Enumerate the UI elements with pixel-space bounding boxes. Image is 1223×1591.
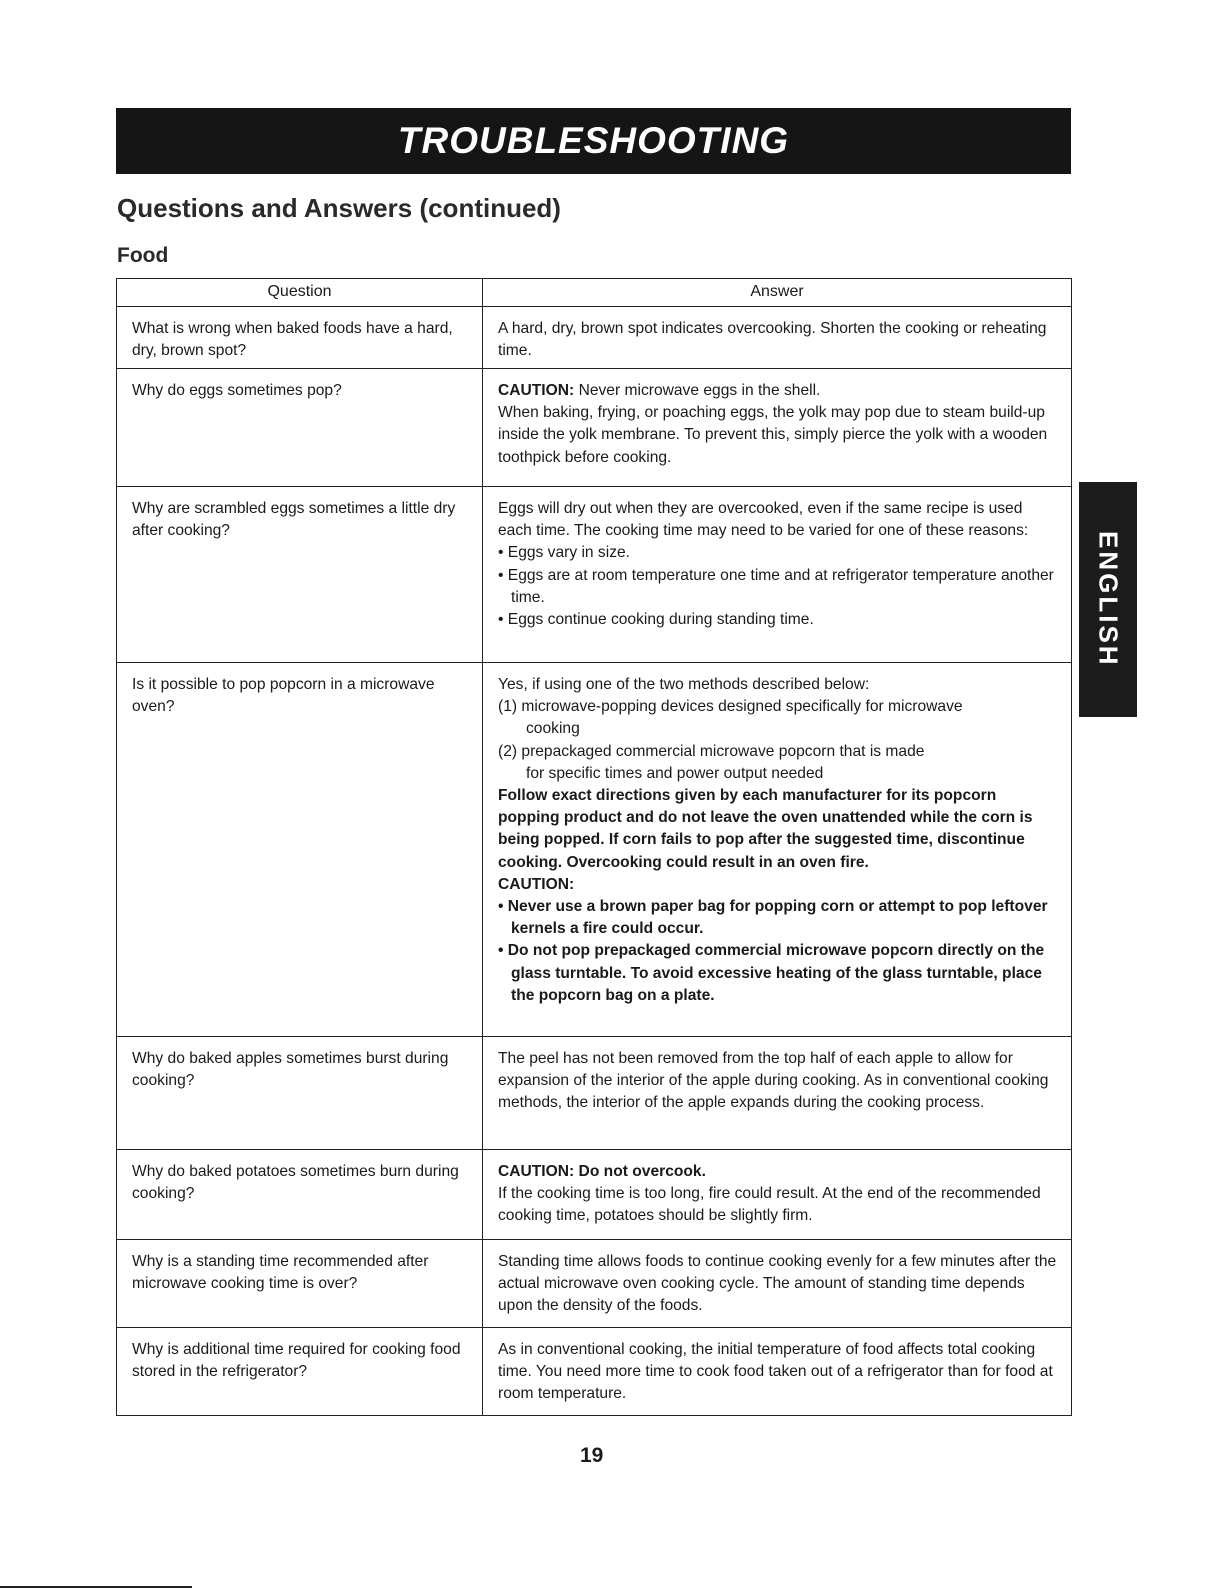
- qa-row: [117, 1328, 1072, 1416]
- answer-paragraph: Eggs will dry out when they are overcooked, even if the same recipe is used each time. The cooking time may need to be varied for one of these reasons:: [498, 500, 1029, 540]
- qa-row: [117, 1037, 1072, 1150]
- question-cell: Why do baked potatoes sometimes burn during cooking?: [117, 1150, 483, 1240]
- answer-paragraph: When baking, frying, or poaching eggs, the yolk may pop due to steam build-up inside the yolk membrane. To prevent this, simply pierce the yolk with a wooden toothpick before cooking.: [498, 404, 1048, 466]
- language-side-tab: [1079, 482, 1137, 717]
- qa-row: [117, 1240, 1072, 1328]
- answer-paragraph: Follow exact directions given by each manufacturer for its popcorn popping product and do not leave the oven unattended while the corn is being popped. If corn fails to pop after the suggested time, discontinue cooking. Overcooking could result in an oven fire.: [498, 787, 1033, 871]
- answer-cell: [483, 1240, 1072, 1328]
- answer-paragraph: • Eggs are at room temperature one time and at refrigerator temperature another time.: [498, 566, 1054, 606]
- answer-paragraph: If the cooking time is too long, fire could result. At the end of the recommended cooking time, potatoes should be slightly firm.: [498, 1185, 1041, 1225]
- qa-row: [117, 487, 1072, 663]
- answer-paragraph: Yes, if using one of the two methods described below:: [498, 676, 870, 693]
- qa-row: [117, 663, 1072, 1037]
- qa-row: [117, 1150, 1072, 1240]
- answer-paragraph: • Do not pop prepackaged commercial microwave popcorn directly on the glass turntable. To avoid excessive heating of the glass turntable, place the popcorn bag on a plate.: [498, 942, 1045, 1004]
- answer-paragraph: (1) microwave-popping devices designed specifically for microwave: [498, 698, 963, 716]
- answer-column-header: Answer: [483, 279, 1072, 307]
- answer-text: Never microwave eggs in the shell.: [574, 382, 821, 399]
- answer-paragraph: CAUTION: Do not overcook.: [498, 1163, 706, 1180]
- qa-table-body: [117, 307, 1072, 1416]
- answer-cell: [483, 307, 1072, 369]
- qa-row: [117, 369, 1072, 487]
- answer-paragraph: A hard, dry, brown spot indicates overcooking. Shorten the cooking or reheating time.: [498, 320, 1047, 360]
- question-cell: Why are scrambled eggs sometimes a little dry after cooking?: [117, 487, 483, 663]
- banner-title: TROUBLESHOOTING: [397, 120, 790, 161]
- caution-label: CAUTION:: [498, 382, 575, 399]
- answer-cell: [483, 369, 1072, 487]
- question-cell: Is it possible to pop popcorn in a microwave oven?: [117, 663, 483, 1037]
- answer-paragraph: The peel has not been removed from the top half of each apple to allow for expansion of the interior of the apple during cooking. As in conventional cooking methods, the interior of the apple expands during the cooking process.: [498, 1050, 1049, 1112]
- section-title: Questions and Answers (continued): [117, 193, 561, 223]
- answer-cell: [483, 487, 1072, 663]
- question-cell: Why is a standing time recommended after microwave cooking time is over?: [117, 1240, 483, 1328]
- answer-cell: [483, 1328, 1072, 1416]
- question-column-header: Question: [117, 279, 483, 307]
- question-cell: Why is additional time required for cooking food stored in the refrigerator?: [117, 1328, 483, 1416]
- answer-paragraph: CAUTION:: [498, 875, 575, 893]
- qa-row: [117, 307, 1072, 369]
- subsection-title: Food: [117, 244, 169, 267]
- question-cell: Why do baked apples sometimes burst during cooking?: [117, 1037, 483, 1150]
- question-cell: What is wrong when baked foods have a hard, dry, brown spot?: [117, 307, 483, 369]
- qa-header-row: [117, 279, 1072, 307]
- answer-paragraph: Standing time allows foods to continue cooking evenly for a few minutes after the actual microwave oven cooking cycle. The amount of standing time depends upon the density of the foods.: [498, 1253, 1057, 1315]
- language-side-tab-label: ENGLISH: [1093, 531, 1124, 668]
- answer-cell: [483, 663, 1072, 1037]
- answer-paragraph: [498, 380, 1057, 402]
- scan-edge-line: [0, 1586, 192, 1588]
- answer-paragraph: (2) prepackaged commercial microwave popcorn that is made: [498, 742, 925, 760]
- question-cell: Why do eggs sometimes pop?: [117, 369, 483, 487]
- qa-table: [116, 278, 1072, 1416]
- answer-paragraph: • Eggs vary in size.: [498, 544, 630, 562]
- page-number: 19: [580, 1444, 604, 1467]
- answer-cell: [483, 1150, 1072, 1240]
- answer-cell: [483, 1037, 1072, 1150]
- troubleshooting-banner: [116, 108, 1071, 174]
- answer-paragraph: As in conventional cooking, the initial temperature of food affects total cooking time. You need more time to cook food taken out of a refrigerator than for food at room temperature.: [498, 1341, 1053, 1403]
- answer-paragraph: • Never use a brown paper bag for popping corn or attempt to pop leftover kernels a fire could occur.: [498, 898, 1048, 938]
- answer-paragraph: cooking: [526, 720, 580, 738]
- answer-paragraph: for specific times and power output needed: [526, 764, 824, 782]
- answer-paragraph: • Eggs continue cooking during standing time.: [498, 611, 814, 629]
